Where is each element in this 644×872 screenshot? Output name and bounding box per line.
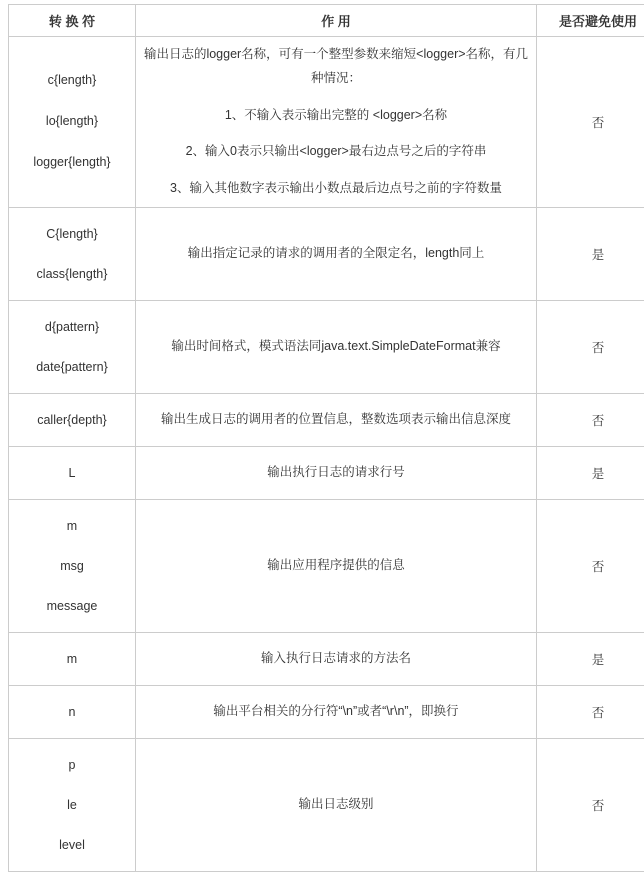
row-avoid-cell: 是 bbox=[537, 446, 644, 499]
token-label: date{pattern} bbox=[13, 347, 131, 387]
row-token-cell bbox=[9, 300, 136, 393]
row-token-cell bbox=[9, 446, 136, 499]
conversion-specifier-table bbox=[8, 4, 644, 872]
row-description-cell bbox=[136, 207, 537, 300]
token-label: n bbox=[13, 692, 131, 732]
table-row bbox=[9, 685, 644, 738]
token-label: m bbox=[13, 639, 131, 679]
column-header-avoid: 是否避免使用 bbox=[537, 5, 644, 37]
row-avoid-cell: 否 bbox=[537, 300, 644, 393]
description-line: 输出时间格式，模式语法同java.text.SimpleDateFormat兼容 bbox=[140, 335, 532, 359]
row-description-cell bbox=[136, 685, 537, 738]
table-body bbox=[9, 37, 644, 872]
column-header-token: 转 换 符 bbox=[9, 5, 136, 37]
table-row bbox=[9, 300, 644, 393]
row-description-cell bbox=[136, 446, 537, 499]
table-row bbox=[9, 393, 644, 446]
description-line: 输出生成日志的调用者的位置信息，整数选项表示输出信息深度 bbox=[140, 408, 532, 432]
row-token-cell bbox=[9, 499, 136, 632]
description-line: 输出日志的logger名称，可有一个整型参数来缩短<logger>名称，有几种情况： bbox=[140, 43, 532, 91]
description-line: 1、不输入表示输出完整的 <logger>名称 bbox=[140, 104, 532, 128]
token-label: lo{length} bbox=[13, 101, 131, 142]
token-label: L bbox=[13, 453, 131, 493]
table-row bbox=[9, 37, 644, 208]
row-token-cell bbox=[9, 37, 136, 208]
description-line: 输出执行日志的请求行号 bbox=[140, 461, 532, 485]
token-label: c{length} bbox=[13, 60, 131, 101]
row-description-cell bbox=[136, 300, 537, 393]
row-token-cell bbox=[9, 738, 136, 871]
token-label: class{length} bbox=[13, 254, 131, 294]
row-avoid-cell: 否 bbox=[537, 499, 644, 632]
table-header-row bbox=[9, 5, 644, 37]
row-avoid-cell: 否 bbox=[537, 685, 644, 738]
token-label: logger{length} bbox=[13, 142, 131, 183]
table-row bbox=[9, 207, 644, 300]
token-label: msg bbox=[13, 546, 131, 586]
row-description-cell bbox=[136, 393, 537, 446]
row-avoid-cell: 是 bbox=[537, 632, 644, 685]
token-label: p bbox=[13, 745, 131, 785]
description-line: 3、输入其他数字表示输出小数点最后边点号之前的字符数量 bbox=[140, 177, 532, 201]
row-token-cell bbox=[9, 685, 136, 738]
table-row bbox=[9, 499, 644, 632]
token-label: le bbox=[13, 785, 131, 825]
description-line: 2、输入0表示只输出<logger>最右边点号之后的字符串 bbox=[140, 140, 532, 164]
token-label: message bbox=[13, 586, 131, 626]
column-header-description: 作 用 bbox=[136, 5, 537, 37]
table-row bbox=[9, 632, 644, 685]
row-description-cell bbox=[136, 738, 537, 871]
row-avoid-cell: 否 bbox=[537, 393, 644, 446]
token-label: caller{depth} bbox=[13, 400, 131, 440]
token-label: d{pattern} bbox=[13, 307, 131, 347]
token-label: level bbox=[13, 825, 131, 865]
token-label: m bbox=[13, 506, 131, 546]
row-description-cell bbox=[136, 632, 537, 685]
table-row bbox=[9, 738, 644, 871]
row-avoid-cell: 否 bbox=[537, 738, 644, 871]
token-label: C{length} bbox=[13, 214, 131, 254]
row-description-cell bbox=[136, 37, 537, 208]
table-head bbox=[9, 5, 644, 37]
row-description-cell bbox=[136, 499, 537, 632]
table-row bbox=[9, 446, 644, 499]
description-line: 输出应用程序提供的信息 bbox=[140, 554, 532, 578]
row-avoid-cell: 否 bbox=[537, 37, 644, 208]
row-token-cell bbox=[9, 207, 136, 300]
row-avoid-cell: 是 bbox=[537, 207, 644, 300]
description-line: 输入执行日志请求的方法名 bbox=[140, 647, 532, 671]
row-token-cell bbox=[9, 632, 136, 685]
row-token-cell bbox=[9, 393, 136, 446]
description-line: 输出指定记录的请求的调用者的全限定名，length同上 bbox=[140, 242, 532, 266]
description-line: 输出日志级别 bbox=[140, 793, 532, 817]
description-line: 输出平台相关的分行符“\n”或者“\r\n”，即换行 bbox=[140, 700, 532, 724]
